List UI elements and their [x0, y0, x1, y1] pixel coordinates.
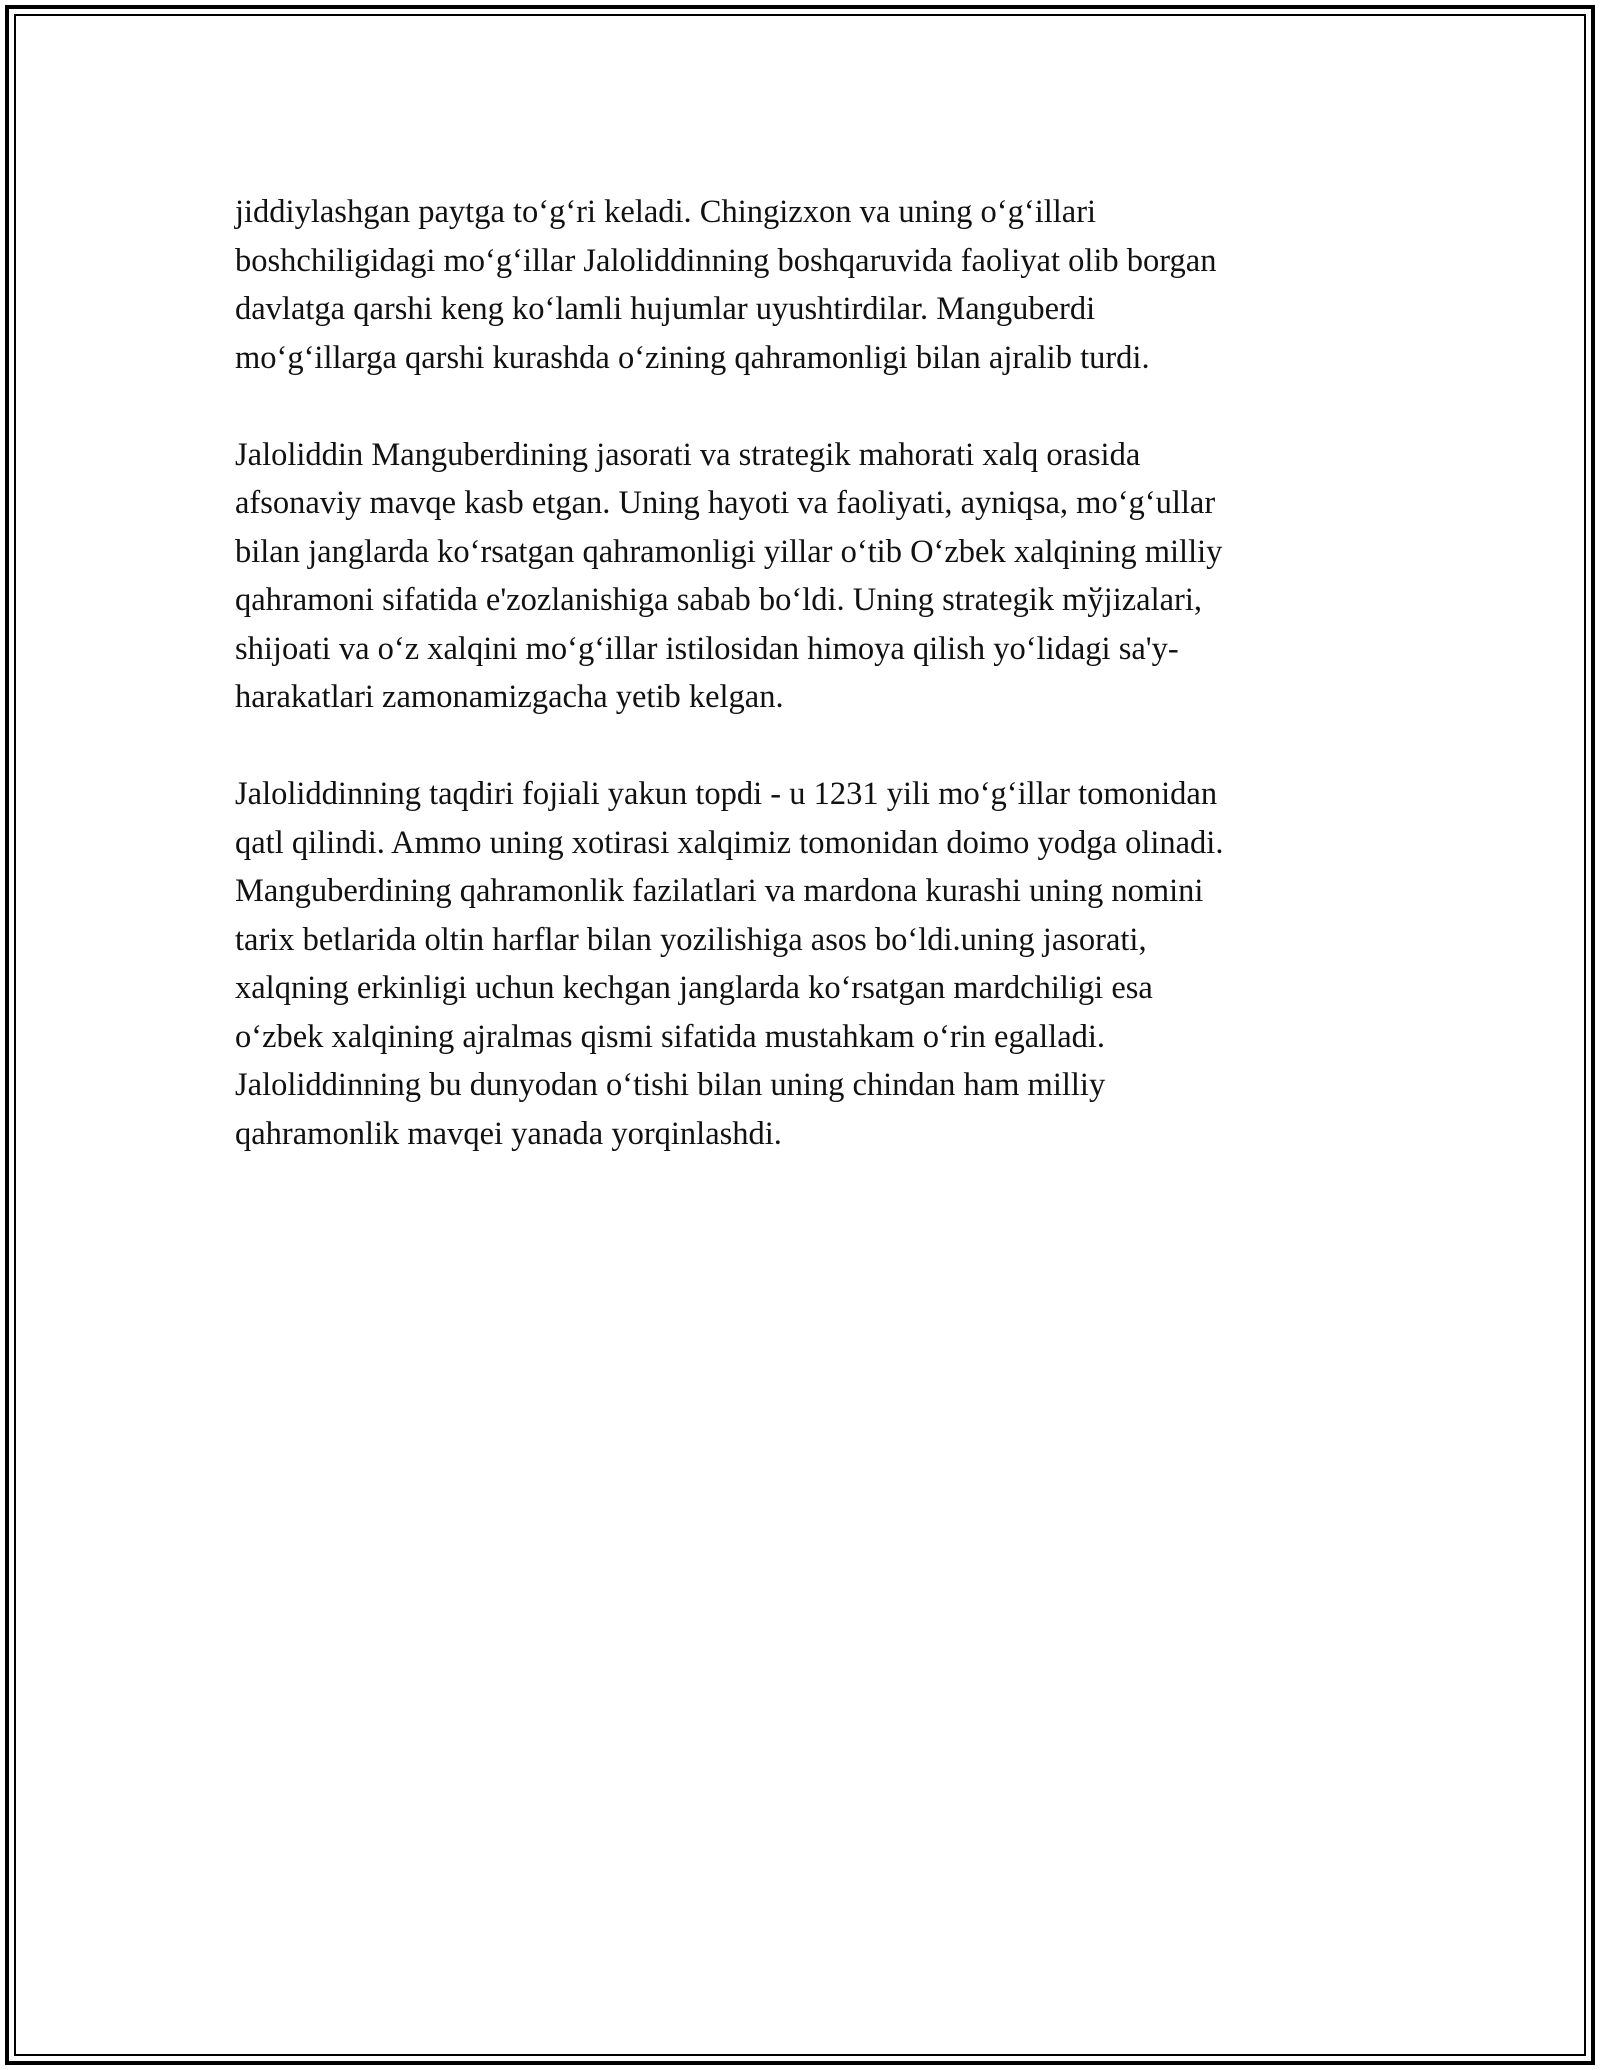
text-line: o‘zbek xalqining ajralmas qismi sifatida mustahkam o‘rin egalladi.: [235, 1018, 1106, 1055]
text-line: Manguberdining qahramonlik fazilatlari va mardona kurashi uning nomini: [235, 873, 1204, 909]
text-line: Jaloliddinning bu dunyodan o‘tishi bilan uning chindan ham milliy: [235, 1067, 1106, 1103]
text-line: shijoati va o‘z xalqini mo‘g‘illar istilosidan himoya qilish yo‘lidagi sa'y-: [235, 630, 1179, 667]
paragraph-3: [235, 770, 1375, 1158]
text-line: qahramonlik mavqei yanada yorqinlashdi.: [235, 1115, 782, 1152]
text-line: mo‘g‘illarga qarshi kurashda o‘zining qahramonligi bilan ajralib turdi.: [235, 339, 1150, 376]
paragraph-1: [235, 188, 1375, 382]
text-line: davlatga qarshi keng ko‘lamli hujumlar uyushtirdilar. Manguberdi: [235, 291, 1096, 327]
text-line: afsonaviy mavqe kasb etgan. Uning hayoti va faoliyati, ayniqsa, mo‘g‘ullar: [235, 485, 1216, 521]
text-line: tarix betlarida oltin harflar bilan yozilishiga asos bo‘ldi.uning jasorati,: [235, 921, 1147, 958]
text-line: harakatlari zamonamizgacha yetib kelgan.: [235, 679, 784, 715]
text-line: boshchiligidagi mo‘g‘illar Jaloliddinning boshqaruvida faoliyat olib borgan: [235, 242, 1217, 279]
document-body: [235, 188, 1375, 1207]
text-line: qatl qilindi. Ammo uning xotirasi xalqimiz tomonidan doimo yodga olinadi.: [235, 824, 1224, 861]
paragraph-2: [235, 431, 1375, 722]
text-line: jiddiylashgan paytga to‘g‘ri keladi. Chingizxon va uning o‘g‘illari: [235, 194, 1097, 230]
text-line: xalqning erkinligi uchun kechgan janglarda ko‘rsatgan mardchiligi esa: [235, 970, 1153, 1006]
text-line: Jaloliddinning taqdiri fojiali yakun topdi - u 1231 yili mo‘g‘illar tomonidan: [235, 776, 1218, 812]
text-line: Jaloliddin Manguberdining jasorati va strategik mahorati xalq orasida: [235, 436, 1141, 473]
text-line: qahramoni sifatida e'zozlanishiga sabab bo‘ldi. Uning strategik mўjizalari,: [235, 582, 1203, 618]
text-line: bilan janglarda ko‘rsatgan qahramonligi yillar o‘tib O‘zbek xalqining milliy: [235, 533, 1223, 570]
